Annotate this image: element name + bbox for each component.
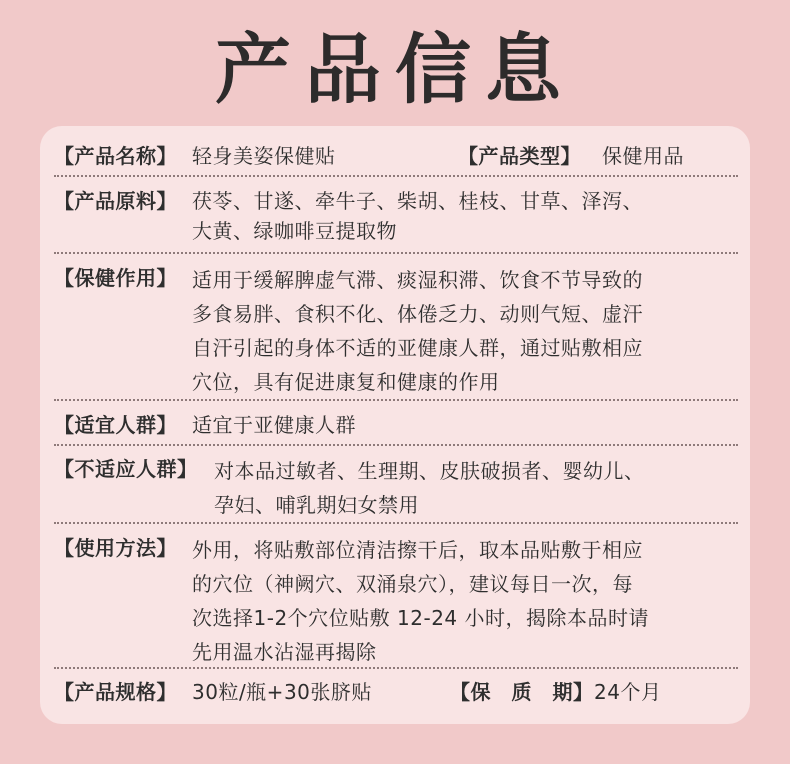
row-divider (54, 444, 738, 446)
usage-line: 次选择1-2个穴位贴敷 12-24 小时，揭除本品时请 (192, 606, 649, 630)
row-suitable (54, 410, 736, 440)
row-product-name (54, 141, 736, 171)
row-spec (54, 677, 736, 707)
usage-line: 先用温水沾湿再揭除 (192, 640, 377, 664)
label-spec: 【产品规格】 (54, 680, 177, 704)
row-unsuitable (54, 454, 736, 518)
unsuitable-line: 对本品过敏者、生理期、皮肤破损者、婴幼儿、 (214, 459, 645, 483)
unsuitable-line: 孕妇、哺乳期妇女禁用 (214, 493, 419, 517)
value-suitable: 适宜于亚健康人群 (192, 413, 356, 437)
page-title: 产品信息 (215, 25, 575, 114)
label-suitable: 【适宜人群】 (54, 413, 177, 437)
row-divider (54, 399, 738, 401)
function-line: 自汗引起的身体不适的亚健康人群，通过贴敷相应 (192, 336, 643, 360)
row-divider (54, 175, 738, 177)
label-ingredients: 【产品原料】 (54, 189, 177, 213)
row-ingredients (54, 186, 736, 246)
label-function: 【保健作用】 (54, 266, 177, 290)
row-usage (54, 533, 736, 664)
row-function (54, 263, 736, 394)
label-product-type: 【产品类型】 (458, 144, 581, 168)
value-product-name: 轻身美姿保健贴 (192, 144, 336, 168)
label-product-name: 【产品名称】 (54, 144, 177, 168)
product-info-card (40, 126, 750, 724)
function-line: 多食易胖、食积不化、体倦乏力、动则气短、虚汗 (192, 302, 643, 326)
value-product-type: 保健用品 (602, 144, 684, 168)
row-divider (54, 522, 738, 524)
label-unsuitable: 【不适应人群】 (54, 457, 198, 481)
ingredients-line: 大黄、绿咖啡豆提取物 (192, 219, 397, 243)
label-shelf-life: 【保 质 期】 (450, 680, 594, 704)
row-divider (54, 667, 738, 669)
usage-line: 外用，将贴敷部位清洁擦干后，取本品贴敷于相应 (192, 538, 643, 562)
function-line: 适用于缓解脾虚气滞、痰湿积滞、饮食不节导致的 (192, 268, 643, 292)
label-usage: 【使用方法】 (54, 536, 177, 560)
value-spec: 30粒/瓶+30张脐贴 (192, 680, 372, 704)
usage-line: 的穴位（神阙穴、双涌泉穴），建议每日一次，每 (192, 572, 633, 596)
function-line: 穴位，具有促进康复和健康的作用 (192, 370, 500, 394)
ingredients-line: 茯苓、甘遂、牵牛子、柴胡、桂枝、甘草、泽泻、 (192, 189, 643, 213)
row-divider (54, 252, 738, 254)
value-shelf-life: 24个月 (594, 680, 662, 704)
